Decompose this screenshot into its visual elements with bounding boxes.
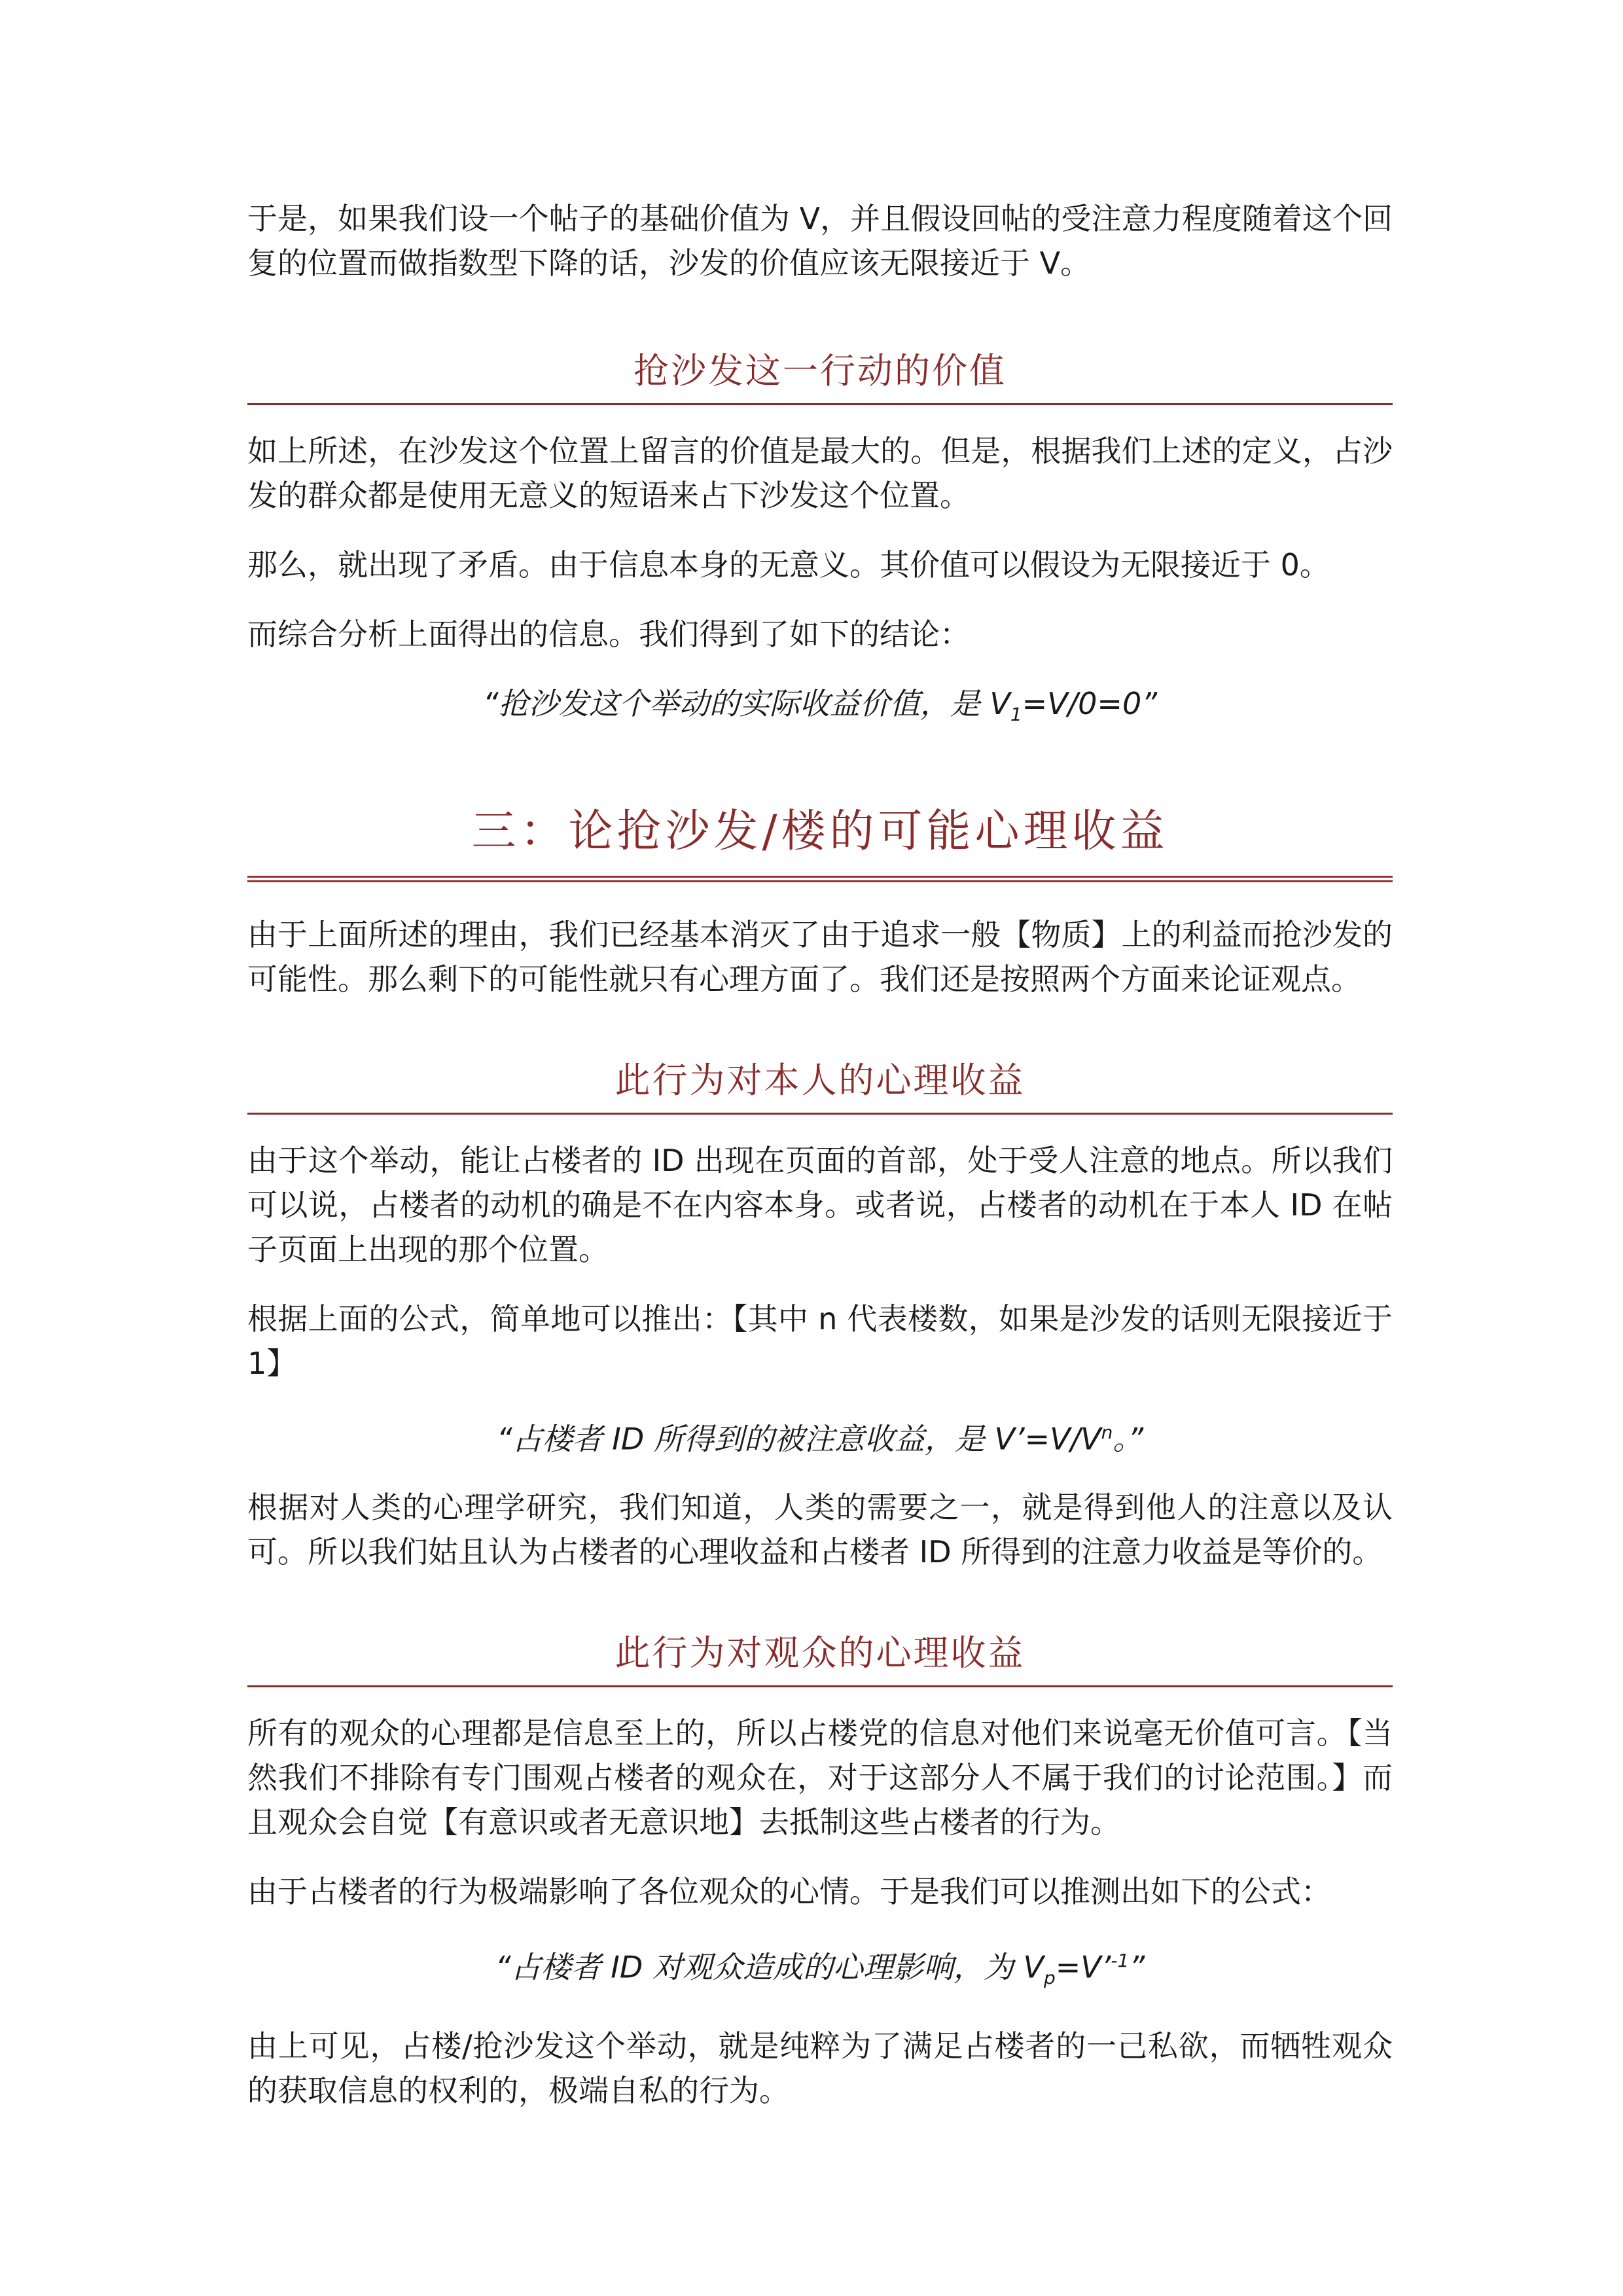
formula-superscript: -1 bbox=[1111, 1949, 1130, 1971]
formula-text: 。” bbox=[1113, 1421, 1144, 1457]
paragraph: 由于上面所述的理由，我们已经基本消灭了由于追求一般【物质】上的利益而抢沙发的可能性。那么剩下的可能性就只有心理方面了。我们还是按照两个方面来论证观点。 bbox=[247, 917, 1393, 997]
formula-quote bbox=[247, 1939, 1393, 2001]
paragraph: 由于这个举动，能让占楼者的 ID 出现在页面的首部，处于受人注意的地点。所以我们可以说，占楼者的动机的确是不在内容本身。或者说，占楼者的动机在于本人 ID 在帖子页面上出现的那个位置。 bbox=[247, 1143, 1393, 1268]
section-heading: 抢沙发这一行动的价值 bbox=[247, 348, 1393, 405]
paragraph: 而综合分析上面得出的信息。我们得到了如下的结论： bbox=[247, 617, 970, 652]
paragraph: 所有的观众的心理都是信息至上的，所以占楼党的信息对他们来说毫无价值可言。【当然我们不排除有专门围观占楼者的观众在，对于这部分人不属于我们的讨论范围。】而且观众会自觉【有意识或者无意识地】去抵制这些占楼者的行为。 bbox=[247, 1715, 1393, 1840]
paragraph: 根据上面的公式，简单地可以推出：【其中 n 代表楼数，如果是沙发的话则无限接近于 1】 bbox=[247, 1301, 1393, 1382]
paragraph: 由上可见，占楼/抢沙发这个举动，就是纯粹为了满足占楼者的一己私欲，而牺牲观众的获取信息的权利的，极端自私的行为。 bbox=[247, 2028, 1393, 2109]
formula-text: “抢沙发这个举动的实际收益价值，是 V bbox=[482, 686, 1010, 721]
formula-text: =V/0=0” bbox=[1022, 686, 1158, 721]
formula-text: “占楼者 ID 对观众造成的心理影响，为 V bbox=[495, 1948, 1044, 1984]
formula-text: =V’ bbox=[1055, 1948, 1111, 1984]
paragraph: 那么，就出现了矛盾。由于信息本身的无意义。其价值可以假设为无限接近于 0。 bbox=[247, 547, 1330, 583]
formula-quote bbox=[247, 1410, 1393, 1461]
formula-text: “占楼者 ID 所得到的被注意收益，是 V’=V/V bbox=[496, 1421, 1101, 1457]
paragraph: 由于占楼者的行为极端影响了各位观众的心情。于是我们可以推测出如下的公式： bbox=[247, 1873, 1331, 1909]
formula-subscript: p bbox=[1043, 1967, 1056, 1989]
paragraph: 根据对人类的心理学研究，我们知道，人类的需要之一，就是得到他人的注意以及认可。所以我们姑且认为占楼者的心理收益和占楼者 ID 所得到的注意力收益是等价的。 bbox=[247, 1489, 1393, 1570]
formula-superscript: n bbox=[1101, 1422, 1113, 1444]
paragraph: 于是，如果我们设一个帖子的基础价值为 V，并且假设回帖的受注意力程度随着这个回复的位置而做指数型下降的话，沙发的价值应该无限接近于 V。 bbox=[247, 201, 1393, 281]
section-heading: 此行为对观众的心理收益 bbox=[247, 1630, 1393, 1687]
document-body bbox=[247, 196, 1393, 2138]
formula-subscript: 1 bbox=[1010, 704, 1022, 726]
formula-text: ” bbox=[1129, 1948, 1145, 1984]
section-heading: 此行为对本人的心理收益 bbox=[247, 1058, 1393, 1115]
paragraph: 如上所述，在沙发这个位置上留言的价值是最大的。但是，根据我们上述的定义，占沙发的群众都是使用无意义的短语来占下沙发这个位置。 bbox=[247, 433, 1393, 513]
chapter-heading: 三：论抢沙发/楼的可能心理收益 bbox=[247, 802, 1393, 882]
formula-quote bbox=[247, 681, 1393, 737]
